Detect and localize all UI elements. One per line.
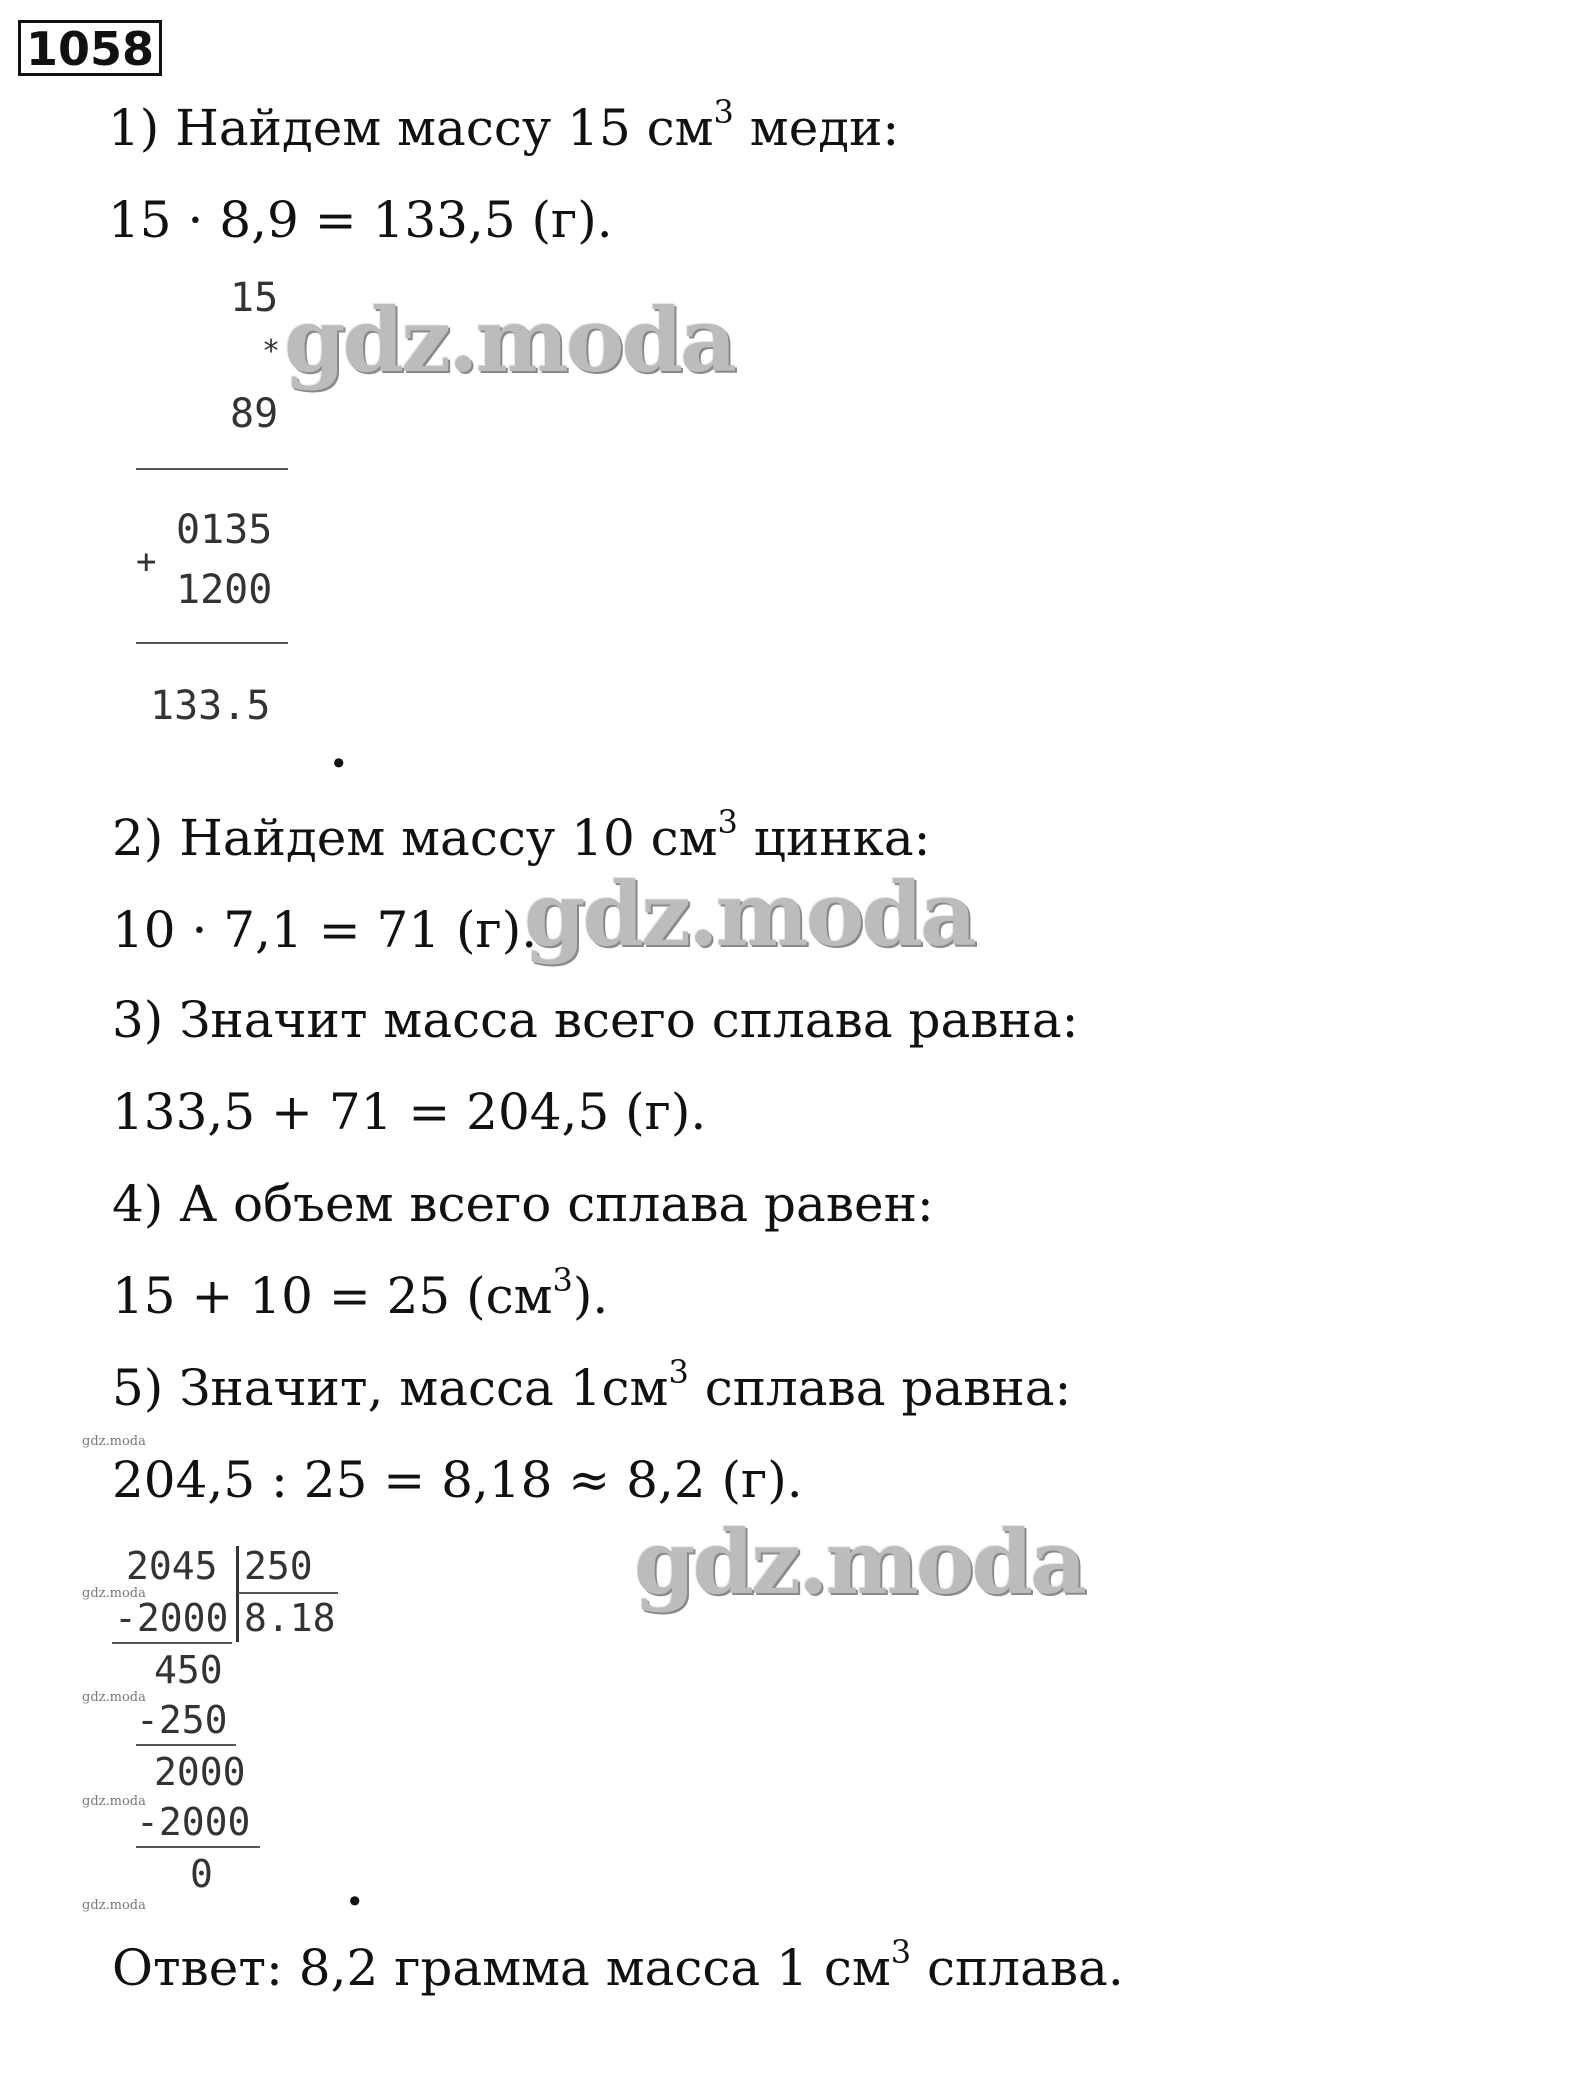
div-sub-3: -2000 [136,1800,251,1844]
div-rem-2: 2000 [154,1750,246,1794]
step-2-calc: 10 · 7,1 = 71 (г). [112,901,538,959]
watermark-small-2: gdz.moda [82,1586,146,1601]
watermark-small-3: gdz.moda [82,1690,146,1705]
step-1-title: 1) Найдем массу 15 $см^3$ меди: [108,93,900,157]
mult-result: 133.5 [150,683,271,729]
step-5-title: 5) Значит, масса $1см^3$ сплава равна: [112,1353,1072,1417]
problem-number: 1058 [18,20,162,76]
mult-plus: + [136,542,157,582]
div-line-2 [136,1744,236,1746]
div-end-dot: . [346,1858,364,1917]
mult-factor-b: 89 [230,391,279,437]
watermark-small-5: gdz.moda [82,1898,146,1913]
div-divisor-line [238,1592,338,1594]
mult-operator: * [262,334,281,369]
mult-line-2 [136,642,288,644]
mult-partial-1: 0135 [176,507,273,553]
watermark-small-1: gdz.moda [82,1434,146,1449]
watermark-3: gdz.moda [634,1510,1085,1614]
step-3-title: 3) Значит масса всего сплава равна: [112,991,1079,1049]
div-sub-1: -2000 [114,1596,229,1640]
mult-factor-a: 15 [230,275,279,321]
step-2-title: 2) Найдем массу 10 $см^3$ цинка: [112,803,931,867]
watermark-1: gdz.moda [284,288,735,392]
div-dividend: 2045 [126,1544,218,1588]
step-1-calc: 15 · 8,9 = 133,5 (г). [108,191,613,249]
answer: Ответ: 8,2 грамма масса 1 $см^3$ сплава. [112,1933,1124,1997]
div-line-3 [136,1846,260,1848]
div-quotient: 8.18 [244,1596,336,1640]
step-4-title: 4) А объем всего сплава равен: [112,1175,934,1233]
watermark-small-4: gdz.moda [82,1794,146,1809]
div-divisor: 250 [244,1544,313,1588]
step-4-calc: 15 + 10 = 25 $(см^3)$. [112,1261,609,1325]
div-rem-3: 0 [190,1852,213,1896]
mult-partial-2: 1200 [176,567,273,613]
step-5-calc: 204,5 : 25 = 8,18 ≈ 8,2 (г). [112,1451,803,1509]
watermark-2: gdz.moda [524,862,975,966]
div-rem-1: 450 [154,1648,223,1692]
div-vertical-bar [236,1546,239,1642]
div-sub-2: -250 [136,1698,228,1742]
step-3-calc: 133,5 + 71 = 204,5 (г). [112,1083,707,1141]
div-line-1 [112,1642,232,1644]
mult-line-1 [136,468,288,470]
mult-end-dot: . [330,720,348,779]
